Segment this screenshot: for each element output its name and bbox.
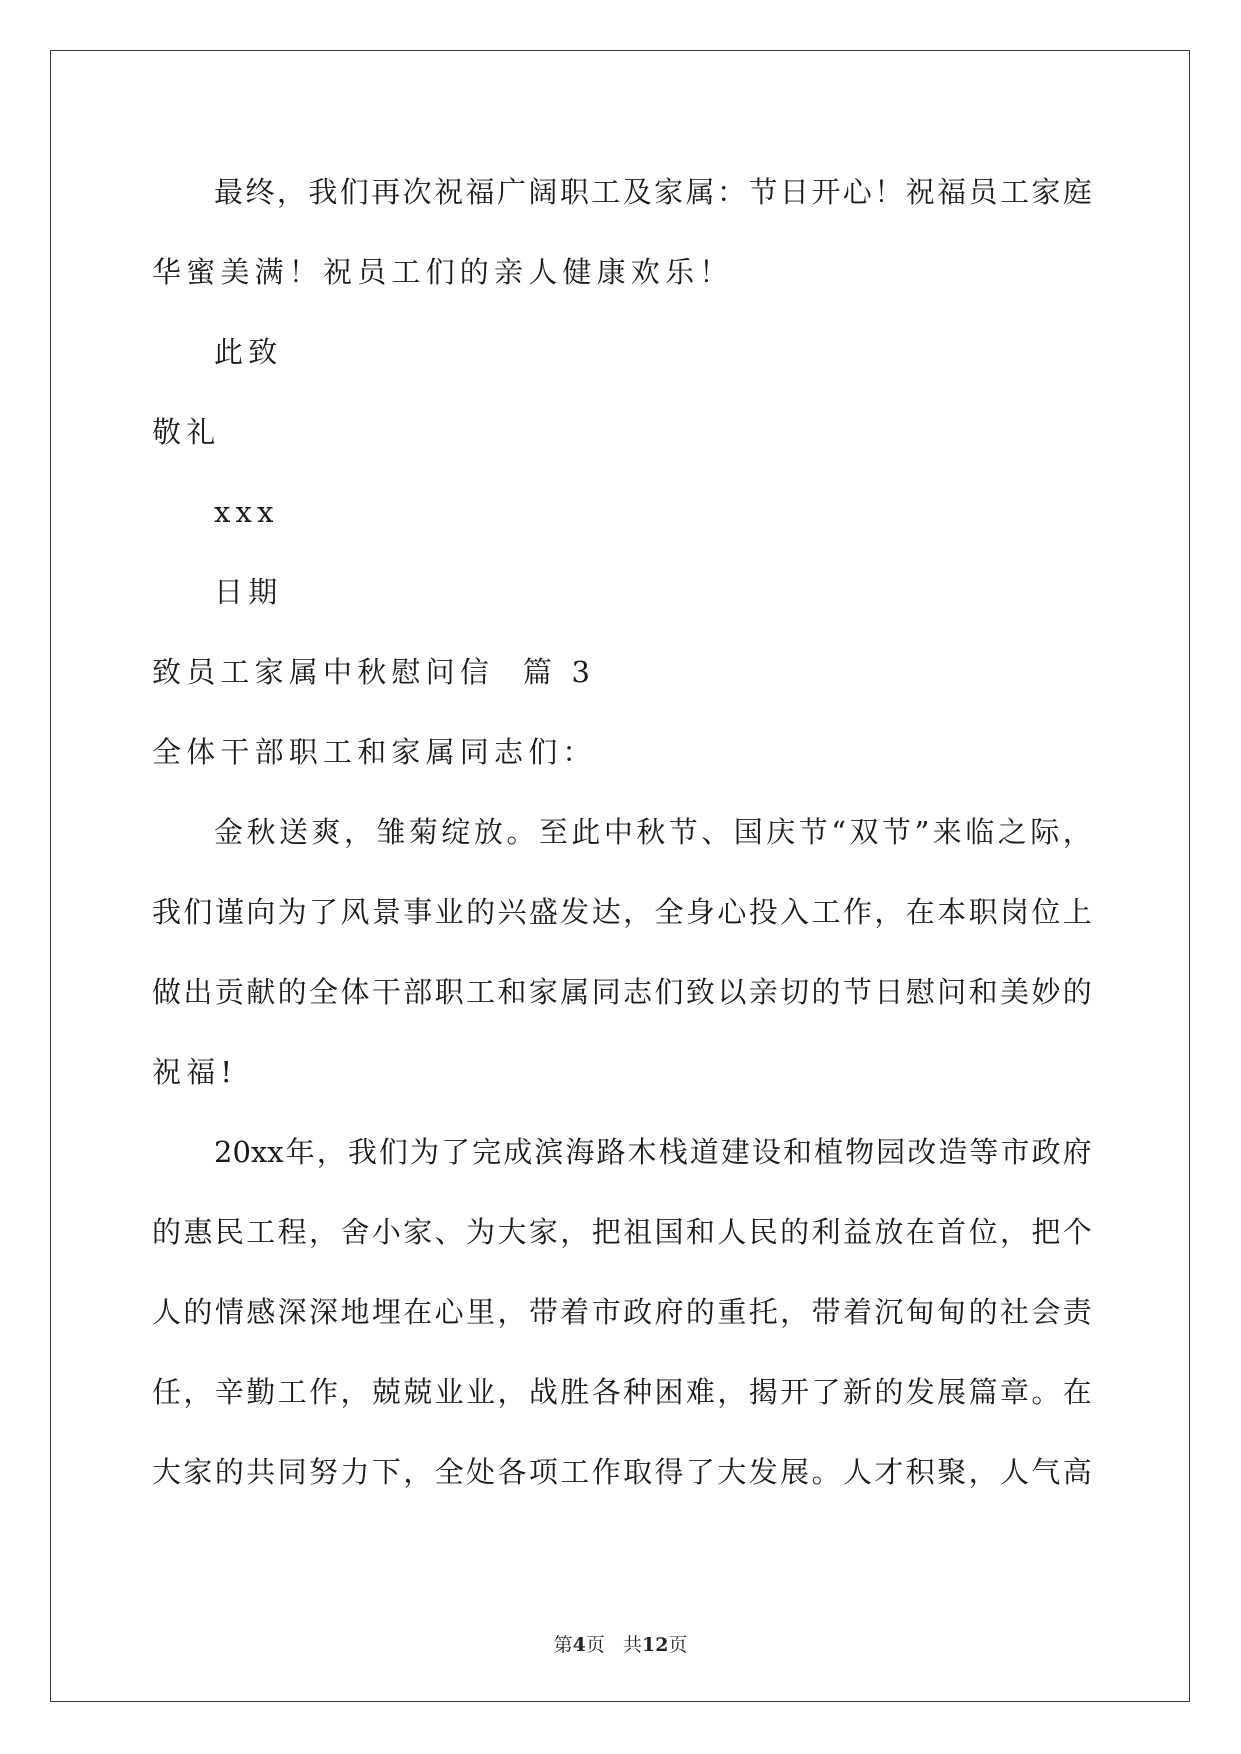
paragraph-line: 的 惠 民 工 程 ， 舍 小 家 、 为 大 家 ， 把 祖 国 和 人 民 的 利 益 放 在 首 位 ， 把 个 (152, 1215, 1092, 1249)
greeting-line: 全体干部职工和家属同志们： (152, 735, 597, 769)
footer-current-page: 4 (572, 1634, 586, 1656)
paragraph-line: 任 ， 辛 勤 工 作 ， 兢 兢 业 业 ， 战 胜 各 种 困 难 ， 揭 开 了 新 的 发 展 篇 章 。 在 (152, 1375, 1092, 1409)
footer-prefix: 第 (553, 1634, 573, 1656)
footer-total-suffix: 页 (668, 1634, 688, 1656)
paragraph-line: 华蜜美满！祝员工们的亲人健康欢乐！ (152, 255, 734, 289)
signature-name: xxx (214, 495, 279, 529)
closing-regards: 敬礼 (152, 415, 221, 449)
paragraph-line: 我 们 谨 向 为 了 风 景 事 业 的 兴 盛 发 达 ， 全 身 心 投 入 工 作 ， 在 本 职 岗 位 上 (152, 895, 1092, 929)
signature-date: 日期 (214, 575, 283, 609)
page-footer (0, 1630, 1241, 1657)
paragraph-line: 20xx 年 ， 我 们 为 了 完 成 滨 海 路 木 栈 道 建 设 和 植 物 园 改 造 等 市 政 府 (214, 1135, 1092, 1169)
paragraph-line: 金 秋 送 爽 ， 雏 菊 绽 放 。 至 此 中 秋 节 、 国 庆 节 “ 双 节 ” 来 临 之 际 ， (214, 815, 1092, 849)
footer-total-pages: 12 (641, 1634, 669, 1656)
closing-salutation: 此致 (214, 335, 283, 369)
footer-page-suffix: 页 (585, 1634, 605, 1656)
paragraph-line: 祝福! (152, 1055, 238, 1089)
paragraph-line: 做 出 贡 献 的 全 体 干 部 职 工 和 家 属 同 志 们 致 以 亲 切 的 节 日 慰 问 和 美 妙 的 (152, 975, 1092, 1009)
paragraph-line: 最 终 ， 我 们 再 次 祝 福 广 阔 职 工 及 家 属 ： 节 日 开 心 ！ 祝 福 员 工 家 庭 (214, 175, 1092, 209)
paragraph-line: 人 的 情 感 深 深 地 埋 在 心 里 ， 带 着 市 政 府 的 重 托 ， 带 着 沉 甸 甸 的 社 会 责 (152, 1295, 1092, 1329)
paragraph-line: 大 家 的 共 同 努 力 下 ， 全 处 各 项 工 作 取 得 了 大 发 展 。 人 才 积 聚 ， 人 气 高 (152, 1455, 1092, 1489)
section-heading: 致员工家属中秋慰问信 篇 3 (152, 655, 596, 689)
footer-total-prefix: 共 (622, 1634, 642, 1656)
